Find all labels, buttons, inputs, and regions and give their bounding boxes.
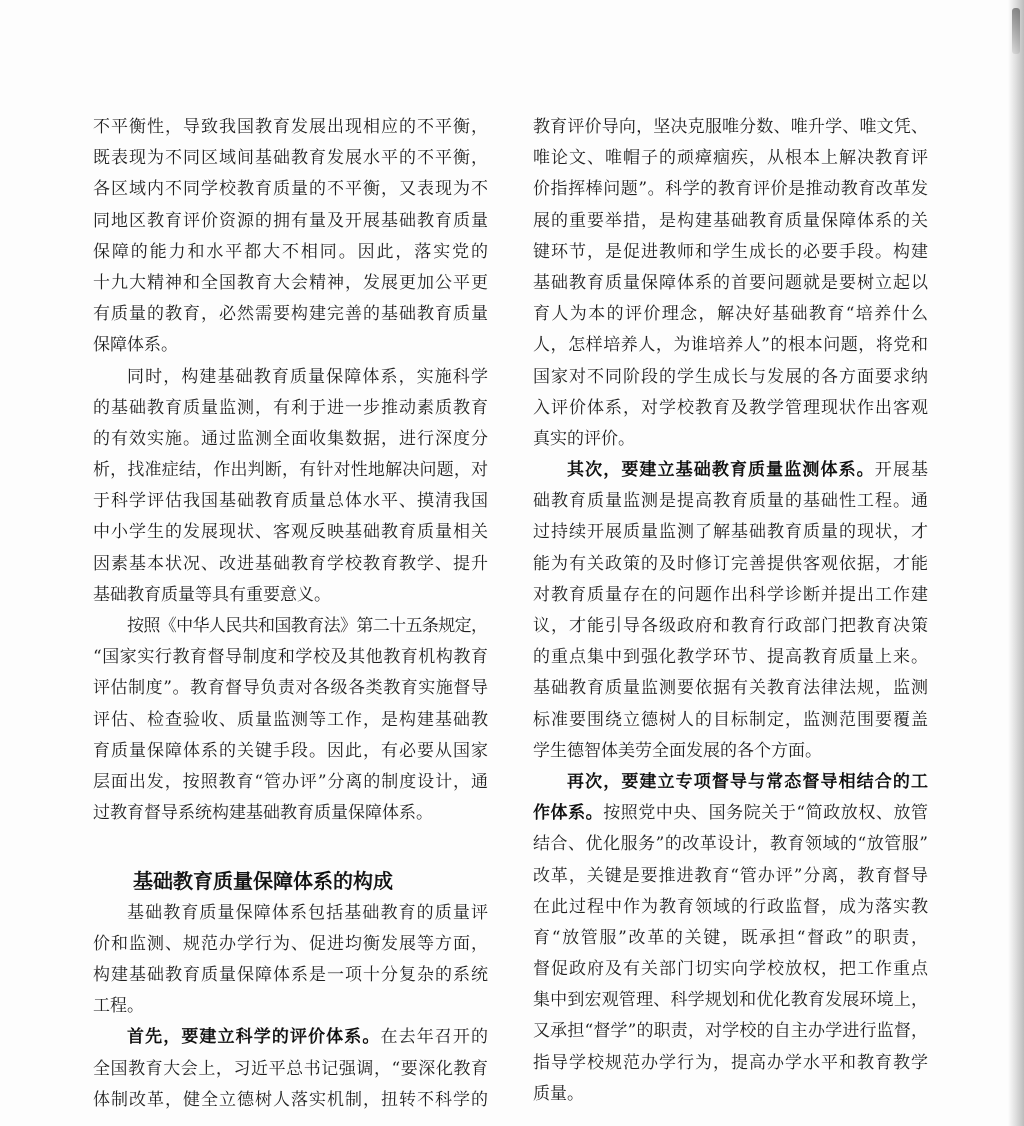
text-line bbox=[533, 206, 928, 237]
text-line bbox=[533, 143, 928, 174]
line-text: 键环节，是促进教师和学生成长的必要手段。构建 bbox=[533, 241, 929, 262]
text-line bbox=[93, 424, 488, 455]
line-text: 既表现为不同区域间基础教育发展水平的不平衡， bbox=[93, 148, 489, 169]
text-line bbox=[533, 455, 928, 486]
text-line bbox=[533, 424, 928, 455]
text-line bbox=[93, 580, 488, 611]
line-text: 督促政府及有关部门切实向学校放权，把工作重点 bbox=[533, 959, 929, 980]
line-text: 因素基本状况、改进基础教育学校教育教学、提升 bbox=[93, 553, 489, 574]
text-line bbox=[533, 954, 928, 985]
text-line bbox=[93, 991, 488, 1022]
text-line bbox=[93, 517, 488, 548]
line-text: 按照《中华人民共和国教育法》第二十五条规定， bbox=[127, 616, 488, 636]
bold-lead-text: 作体系。 bbox=[533, 803, 604, 824]
text-line bbox=[93, 798, 488, 829]
text-line bbox=[93, 898, 488, 929]
line-text: 真实的评价。 bbox=[533, 428, 635, 449]
bold-lead-text: 再次，要建立专项督导与常态督导相结合的工 bbox=[567, 771, 930, 792]
line-text: 同地区教育评价资源的拥有量及开展基础教育质量 bbox=[93, 210, 489, 231]
line-text: 改革，关键是要推进教育“管办评”分离，教育督导 bbox=[533, 865, 929, 886]
line-text: 育质量保障体系的关键手段。因此，有必要从国家 bbox=[93, 740, 489, 761]
bold-lead-text: 首先，要建立科学的评价体系。 bbox=[127, 1027, 381, 1048]
line-text: 育人为本的评价理念，解决好基础教育“培养什么 bbox=[533, 304, 930, 325]
line-text: 议，才能引导各级政府和教育行政部门把教育决策 bbox=[533, 616, 929, 636]
text-line bbox=[533, 798, 928, 829]
line-text: 基础教育质量监测要依据有关教育法律法规，监测 bbox=[533, 678, 929, 699]
paragraph bbox=[93, 611, 488, 829]
text-line bbox=[533, 892, 928, 923]
line-text: 标准要围绕立德树人的目标制定，监测范围要覆盖 bbox=[533, 709, 929, 730]
text-line bbox=[533, 268, 928, 299]
text-line bbox=[93, 455, 488, 486]
text-line bbox=[533, 486, 928, 517]
line-text: 学生德智体美劳全面发展的各个方面。 bbox=[533, 740, 822, 761]
line-text: 教育评价导向，坚决克服唯分数、唯升学、唯文凭、 bbox=[533, 117, 929, 137]
text-line bbox=[93, 206, 488, 237]
section-heading: 基础教育质量保障体系的构成 bbox=[133, 868, 393, 893]
line-text: 指导学校规范办学行为，提高办学水平和教育教学 bbox=[533, 1052, 929, 1073]
line-text: 的有效实施。通过监测全面收集数据，进行深度分 bbox=[93, 428, 489, 449]
text-line bbox=[93, 1054, 488, 1085]
text-line bbox=[533, 767, 928, 798]
line-text: 对教育质量存在的问题作出科学诊断并提出工作建 bbox=[533, 584, 929, 605]
text-line bbox=[93, 611, 488, 642]
paragraph bbox=[533, 112, 928, 455]
paragraph bbox=[93, 898, 488, 1023]
text-line bbox=[533, 330, 928, 361]
line-text: 的重点集中到强化教学环节、提高教育质量上来。 bbox=[533, 647, 929, 668]
line-text: 基础教育质量保障体系的首要问题就是要树立起以 bbox=[533, 272, 929, 293]
line-text: 层面出发，按照教育“管办评”分离的制度设计，通 bbox=[93, 771, 489, 792]
line-text: 中小学生的发展现状、客观反映基础教育质量相关 bbox=[93, 522, 489, 543]
text-line bbox=[533, 393, 928, 424]
text-line bbox=[533, 1079, 928, 1110]
line-text: 保障的能力和水平都大不相同。因此，落实党的 bbox=[93, 241, 490, 262]
line-text: 又承担“督学”的职责，对学校的自主办学进行监督， bbox=[533, 1021, 929, 1042]
text-line bbox=[93, 767, 488, 798]
text-line bbox=[533, 861, 928, 892]
text-line bbox=[533, 362, 928, 393]
text-line bbox=[533, 923, 928, 954]
line-text: 同时，构建基础教育质量保障体系，实施科学 bbox=[127, 366, 490, 387]
line-text: 基础教育质量保障体系包括基础教育的质量评 bbox=[127, 902, 490, 923]
line-text: 国家对不同阶段的学生成长与发展的各方面要求纳 bbox=[533, 366, 929, 387]
text-line bbox=[93, 929, 488, 960]
line-text bbox=[127, 1027, 489, 1047]
line-text: 入评价体系，对学校教育及教学管理现状作出客观 bbox=[533, 397, 929, 418]
text-line bbox=[93, 549, 488, 580]
line-text: 工程。 bbox=[93, 996, 144, 1017]
text-line bbox=[93, 143, 488, 174]
text-line bbox=[533, 611, 928, 642]
line-text: 唯论文、唯帽子的顽瘴痼疾，从根本上解决教育评 bbox=[533, 148, 929, 169]
text-line bbox=[93, 174, 488, 205]
line-text: 育“放管服”改革的关键，既承担“督政”的职责， bbox=[533, 927, 930, 948]
text-line bbox=[93, 960, 488, 991]
text-line bbox=[533, 112, 928, 143]
line-text: 保障体系。 bbox=[93, 335, 178, 356]
line-text: 础教育质量监测是提高教育质量的基础性工程。通 bbox=[533, 491, 929, 512]
scan-speck bbox=[1012, 8, 1020, 54]
bold-lead-text: 其次，要建立基础教育质量监测体系。 bbox=[567, 460, 875, 481]
text-line bbox=[533, 829, 928, 860]
line-text bbox=[567, 460, 929, 480]
line-text: 能为有关政策的及时修订完善提供客观依据，才能 bbox=[533, 553, 929, 574]
text-line bbox=[93, 705, 488, 736]
text-line bbox=[533, 673, 928, 704]
text-line bbox=[93, 1022, 488, 1053]
left-column bbox=[93, 112, 488, 1116]
text-line bbox=[93, 486, 488, 517]
text-line bbox=[93, 330, 488, 361]
line-text: 在此过程中作为教育领域的行政监督，成为落实教 bbox=[533, 896, 929, 917]
right-column bbox=[533, 112, 928, 1110]
paragraph bbox=[93, 112, 488, 362]
text-line bbox=[533, 1016, 928, 1047]
text-line bbox=[93, 736, 488, 767]
text-line bbox=[93, 1085, 488, 1116]
text-line bbox=[533, 299, 928, 330]
text-line bbox=[93, 299, 488, 330]
line-text bbox=[567, 772, 929, 792]
paragraph bbox=[533, 767, 928, 1110]
text-line bbox=[533, 1048, 928, 1079]
text-line bbox=[533, 549, 928, 580]
line-text: 过教育督导系统构建基础教育质量保障体系。 bbox=[93, 803, 433, 824]
line-text: 结合、优化服务”的改革设计，教育领域的“放管服” bbox=[533, 834, 929, 855]
line-text: 价和监测、规范办学行为、促进均衡发展等方面， bbox=[93, 933, 489, 954]
line-text: 过持续开展质量监测了解基础教育质量的现状，才 bbox=[533, 522, 929, 543]
text-line bbox=[93, 642, 488, 673]
line-text: 各区域内不同学校教育质量的不平衡，又表现为不 bbox=[93, 179, 489, 200]
text-line bbox=[93, 393, 488, 424]
line-text: 价指挥棒问题”。科学的教育评价是推动教育改革发 bbox=[533, 179, 929, 200]
paragraph bbox=[533, 455, 928, 767]
line-rest-text: 按照党中央、国务院关于“简政放权、放管 bbox=[603, 803, 929, 824]
line-text: 十九大精神和全国教育大会精神，发展更加公平更 bbox=[93, 272, 489, 293]
paragraph bbox=[93, 362, 488, 612]
line-text: 于科学评估我国基础教育质量总体水平、摸清我国 bbox=[93, 491, 489, 512]
text-line bbox=[533, 174, 928, 205]
text-line bbox=[533, 705, 928, 736]
text-line bbox=[533, 642, 928, 673]
line-text: 集中到宏观管理、科学规划和优化教育发展环境上， bbox=[533, 990, 929, 1011]
line-text: “国家实行教育督导制度和学校及其他教育机构教育 bbox=[93, 647, 489, 668]
line-text: 评估制度”。教育督导负责对各级各类教育实施督导 bbox=[93, 678, 489, 699]
text-line bbox=[93, 673, 488, 704]
line-text: 构建基础教育质量保障体系是一项十分复杂的系统 bbox=[93, 965, 489, 986]
line-text: 的基础教育质量监测，有利于进一步推动素质教育 bbox=[93, 397, 489, 418]
line-text: 全国教育大会上，习近平总书记强调，“要深化教育 bbox=[93, 1058, 489, 1079]
line-text: 质量。 bbox=[533, 1083, 584, 1104]
text-line bbox=[533, 580, 928, 611]
paragraph bbox=[93, 1022, 488, 1116]
line-text: 析，找准症结，作出判断，有针对性地解决问题，对 bbox=[93, 460, 489, 481]
line-text: 展的重要举措，是构建基础教育质量保障体系的关 bbox=[533, 210, 929, 231]
scan-edge-shadow bbox=[1008, 0, 1024, 1126]
text-line bbox=[533, 985, 928, 1016]
line-text: 有质量的教育，必然需要构建完善的基础教育质量 bbox=[93, 304, 489, 325]
line-text: 评估、检查验收、质量监测等工作，是构建基础教 bbox=[93, 709, 489, 730]
line-rest-text: 开展基 bbox=[874, 460, 930, 481]
line-text: 不平衡性，导致我国教育发展出现相应的不平衡， bbox=[93, 117, 489, 137]
text-line bbox=[93, 112, 488, 143]
text-line bbox=[533, 736, 928, 767]
line-text bbox=[533, 803, 929, 823]
text-line bbox=[93, 268, 488, 299]
line-text: 基础教育质量等具有重要意义。 bbox=[93, 584, 331, 605]
text-line bbox=[93, 237, 488, 268]
line-text: 人，怎样培养人，为谁培养人”的根本问题，将党和 bbox=[533, 335, 929, 356]
line-text: 体制改革，健全立德树人落实机制，扭转不科学的 bbox=[93, 1089, 489, 1110]
text-line bbox=[533, 237, 928, 268]
line-rest-text: 在去年召开的 bbox=[380, 1027, 490, 1048]
text-line bbox=[93, 362, 488, 393]
text-line bbox=[533, 517, 928, 548]
